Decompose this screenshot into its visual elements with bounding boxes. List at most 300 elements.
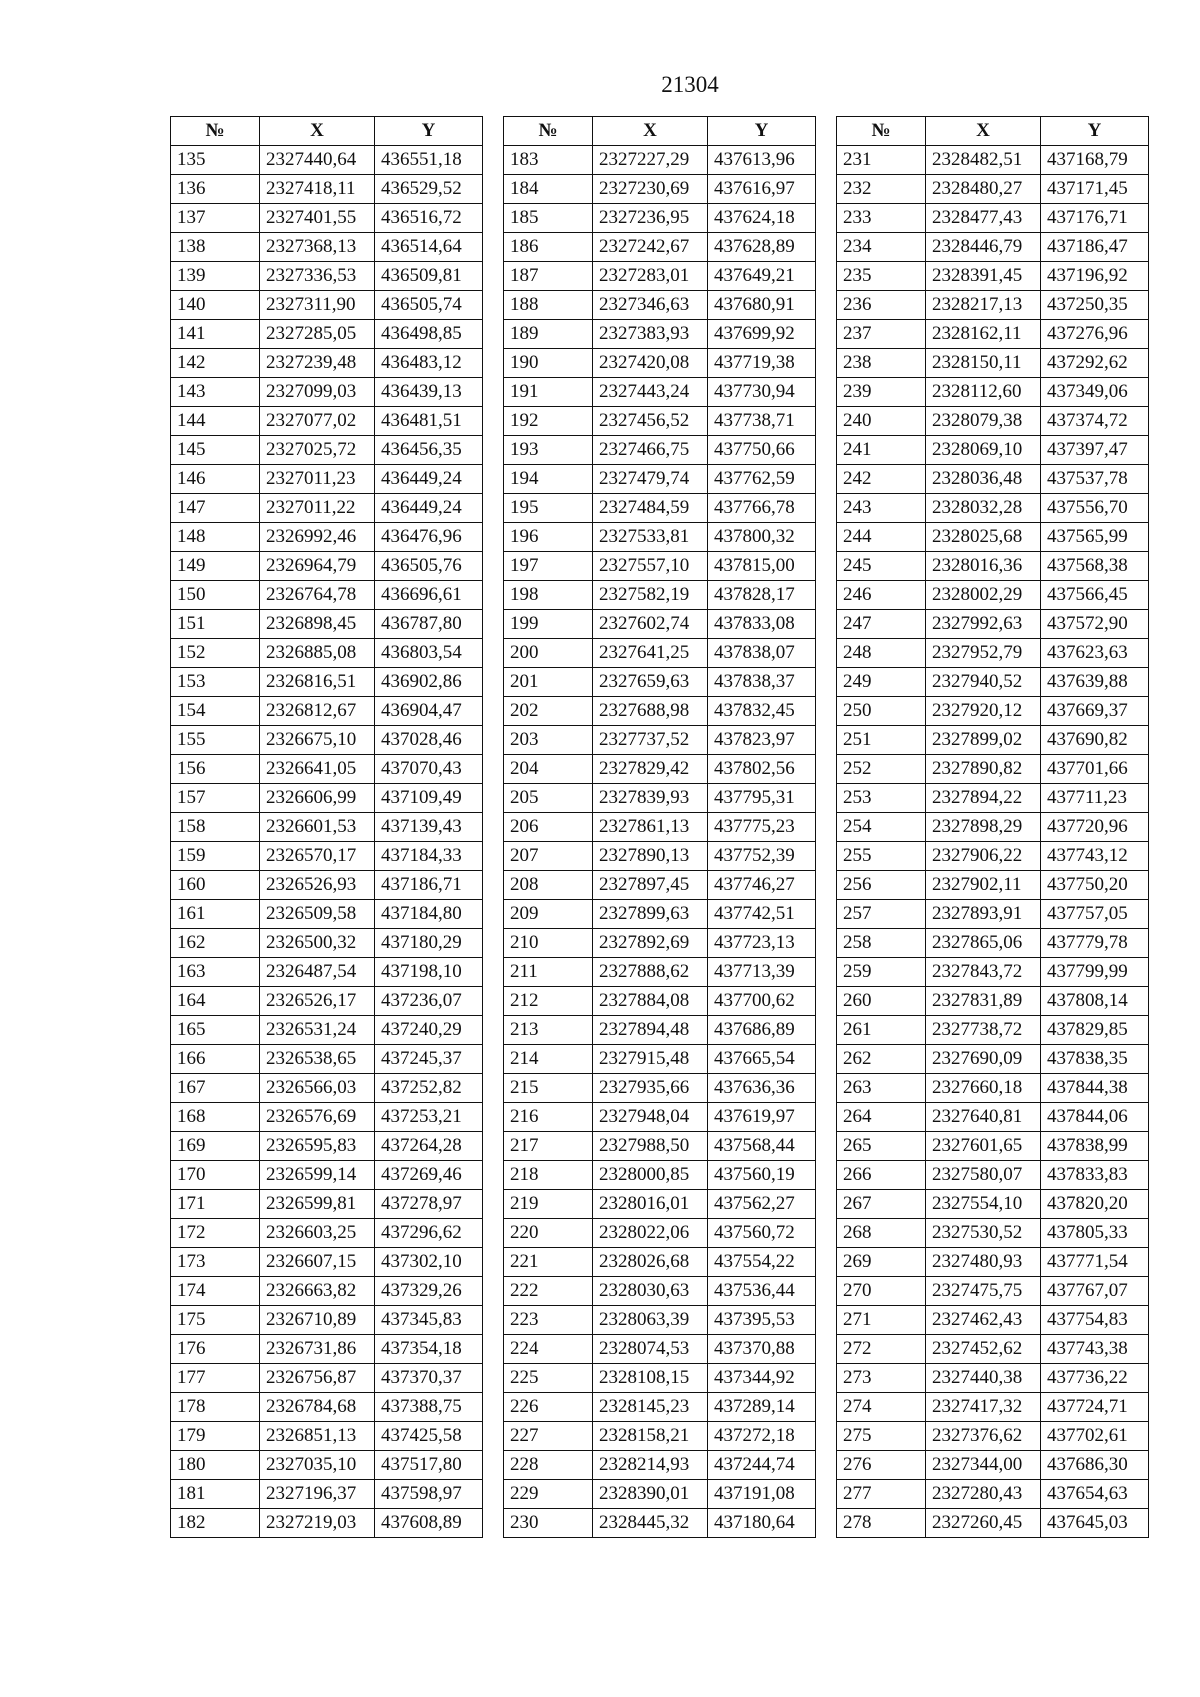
point-number-cell: 247 [837, 610, 926, 639]
y-coordinate-cell: 437171,45 [1041, 175, 1149, 204]
y-coordinate-cell: 437302,10 [375, 1248, 483, 1277]
y-coordinate-cell: 437750,66 [708, 436, 816, 465]
x-coordinate-cell: 2326992,46 [260, 523, 375, 552]
point-number-cell: 199 [504, 610, 593, 639]
point-number-cell: 249 [837, 668, 926, 697]
x-coordinate-cell: 2327368,13 [260, 233, 375, 262]
point-number-cell: 154 [171, 697, 260, 726]
y-coordinate-cell: 437623,63 [1041, 639, 1149, 668]
point-number-cell: 146 [171, 465, 260, 494]
y-coordinate-cell: 437568,38 [1041, 552, 1149, 581]
table-row [837, 784, 1149, 813]
x-coordinate-cell: 2327260,45 [926, 1509, 1041, 1538]
x-coordinate-cell: 2327640,81 [926, 1103, 1041, 1132]
y-coordinate-cell: 437289,14 [708, 1393, 816, 1422]
x-coordinate-cell: 2327466,75 [593, 436, 708, 465]
x-coordinate-cell: 2327688,98 [593, 697, 708, 726]
x-coordinate-cell: 2327641,25 [593, 639, 708, 668]
table-row [837, 1132, 1149, 1161]
x-coordinate-cell: 2328477,43 [926, 204, 1041, 233]
y-coordinate-cell: 437720,96 [1041, 813, 1149, 842]
x-coordinate-cell: 2326964,79 [260, 552, 375, 581]
table-row [837, 1393, 1149, 1422]
point-number-cell: 180 [171, 1451, 260, 1480]
point-number-cell: 152 [171, 639, 260, 668]
table-row [504, 523, 816, 552]
table-row [504, 726, 816, 755]
point-number-cell: 234 [837, 233, 926, 262]
y-coordinate-cell: 437329,26 [375, 1277, 483, 1306]
point-number-cell: 264 [837, 1103, 926, 1132]
point-number-cell: 271 [837, 1306, 926, 1335]
point-number-cell: 157 [171, 784, 260, 813]
y-coordinate-cell: 436456,35 [375, 436, 483, 465]
x-coordinate-cell: 2326607,15 [260, 1248, 375, 1277]
table-row [171, 813, 483, 842]
x-coordinate-cell: 2326756,87 [260, 1364, 375, 1393]
table-row [837, 1016, 1149, 1045]
y-coordinate-cell: 437723,13 [708, 929, 816, 958]
table-row [504, 697, 816, 726]
point-number-cell: 229 [504, 1480, 593, 1509]
y-coordinate-cell: 437139,43 [375, 813, 483, 842]
y-coordinate-cell: 437730,94 [708, 378, 816, 407]
table-row [504, 204, 816, 233]
point-number-cell: 138 [171, 233, 260, 262]
point-number-cell: 253 [837, 784, 926, 813]
point-number-cell: 143 [171, 378, 260, 407]
x-coordinate-cell: 2328162,11 [926, 320, 1041, 349]
point-number-cell: 147 [171, 494, 260, 523]
point-number-cell: 214 [504, 1045, 593, 1074]
table-row [504, 958, 816, 987]
point-number-cell: 251 [837, 726, 926, 755]
x-coordinate-cell: 2327582,19 [593, 581, 708, 610]
x-coordinate-cell: 2327336,53 [260, 262, 375, 291]
x-coordinate-cell: 2326784,68 [260, 1393, 375, 1422]
y-coordinate-cell: 436516,72 [375, 204, 483, 233]
x-coordinate-cell: 2327554,10 [926, 1190, 1041, 1219]
x-coordinate-cell: 2328482,51 [926, 146, 1041, 175]
point-number-cell: 140 [171, 291, 260, 320]
point-number-cell: 161 [171, 900, 260, 929]
y-coordinate-cell: 437775,23 [708, 813, 816, 842]
x-coordinate-cell: 2327025,72 [260, 436, 375, 465]
y-coordinate-cell: 437196,92 [1041, 262, 1149, 291]
x-coordinate-cell: 2327443,24 [593, 378, 708, 407]
y-coordinate-cell: 436551,18 [375, 146, 483, 175]
x-coordinate-cell: 2327898,29 [926, 813, 1041, 842]
point-number-cell: 218 [504, 1161, 593, 1190]
table-row [837, 494, 1149, 523]
table-row [504, 1422, 816, 1451]
y-coordinate-cell: 437838,99 [1041, 1132, 1149, 1161]
point-number-cell: 139 [171, 262, 260, 291]
y-coordinate-cell: 437168,79 [1041, 146, 1149, 175]
x-coordinate-cell: 2327894,22 [926, 784, 1041, 813]
y-coordinate-cell: 436803,54 [375, 639, 483, 668]
point-number-cell: 184 [504, 175, 593, 204]
x-coordinate-cell: 2326526,93 [260, 871, 375, 900]
table-row [504, 494, 816, 523]
point-number-cell: 275 [837, 1422, 926, 1451]
x-coordinate-cell: 2326606,99 [260, 784, 375, 813]
point-number-cell: 189 [504, 320, 593, 349]
y-coordinate-cell: 437395,53 [708, 1306, 816, 1335]
header-y: Y [1041, 117, 1149, 146]
point-number-cell: 254 [837, 813, 926, 842]
table-row [837, 1248, 1149, 1277]
y-coordinate-cell: 437186,47 [1041, 233, 1149, 262]
table-row [504, 1451, 816, 1480]
y-coordinate-cell: 437833,08 [708, 610, 816, 639]
table-row [837, 552, 1149, 581]
point-number-cell: 219 [504, 1190, 593, 1219]
x-coordinate-cell: 2327888,62 [593, 958, 708, 987]
point-number-cell: 170 [171, 1161, 260, 1190]
y-coordinate-cell: 437397,47 [1041, 436, 1149, 465]
y-coordinate-cell: 437838,07 [708, 639, 816, 668]
y-coordinate-cell: 437560,72 [708, 1219, 816, 1248]
y-coordinate-cell: 437568,44 [708, 1132, 816, 1161]
table-row [171, 668, 483, 697]
y-coordinate-cell: 437276,96 [1041, 320, 1149, 349]
x-coordinate-cell: 2326566,03 [260, 1074, 375, 1103]
table-row [171, 1045, 483, 1074]
point-number-cell: 179 [171, 1422, 260, 1451]
table-row [837, 320, 1149, 349]
y-coordinate-cell: 437823,97 [708, 726, 816, 755]
y-coordinate-cell: 436529,52 [375, 175, 483, 204]
x-coordinate-cell: 2327940,52 [926, 668, 1041, 697]
x-coordinate-cell: 2327417,32 [926, 1393, 1041, 1422]
y-coordinate-cell: 437805,33 [1041, 1219, 1149, 1248]
y-coordinate-cell: 437838,37 [708, 668, 816, 697]
point-number-cell: 193 [504, 436, 593, 465]
table-row [837, 1335, 1149, 1364]
table-row [837, 929, 1149, 958]
y-coordinate-cell: 437700,62 [708, 987, 816, 1016]
y-coordinate-cell: 437264,28 [375, 1132, 483, 1161]
point-number-cell: 194 [504, 465, 593, 494]
point-number-cell: 246 [837, 581, 926, 610]
table-row [171, 1248, 483, 1277]
table-row [837, 1509, 1149, 1538]
table-row [837, 175, 1149, 204]
table-row [171, 987, 483, 1016]
point-number-cell: 248 [837, 639, 926, 668]
point-number-cell: 203 [504, 726, 593, 755]
table-row [504, 1393, 816, 1422]
point-number-cell: 258 [837, 929, 926, 958]
table-row [837, 668, 1149, 697]
y-coordinate-cell: 437517,80 [375, 1451, 483, 1480]
point-number-cell: 207 [504, 842, 593, 871]
table-row [504, 349, 816, 378]
x-coordinate-cell: 2327230,69 [593, 175, 708, 204]
table-row [837, 755, 1149, 784]
table-row [171, 552, 483, 581]
y-coordinate-cell: 437616,97 [708, 175, 816, 204]
y-coordinate-cell: 437565,99 [1041, 523, 1149, 552]
table-row [171, 1509, 483, 1538]
y-coordinate-cell: 437028,46 [375, 726, 483, 755]
x-coordinate-cell: 2327952,79 [926, 639, 1041, 668]
point-number-cell: 173 [171, 1248, 260, 1277]
point-number-cell: 145 [171, 436, 260, 465]
x-coordinate-cell: 2327899,02 [926, 726, 1041, 755]
table-row [171, 494, 483, 523]
table-row [171, 291, 483, 320]
y-coordinate-cell: 437244,74 [708, 1451, 816, 1480]
x-coordinate-cell: 2327344,00 [926, 1451, 1041, 1480]
y-coordinate-cell: 436904,47 [375, 697, 483, 726]
x-coordinate-cell: 2327440,64 [260, 146, 375, 175]
x-coordinate-cell: 2327893,91 [926, 900, 1041, 929]
table-row [171, 1219, 483, 1248]
y-coordinate-cell: 436449,24 [375, 494, 483, 523]
y-coordinate-cell: 437180,29 [375, 929, 483, 958]
table-row [504, 639, 816, 668]
point-number-cell: 221 [504, 1248, 593, 1277]
y-coordinate-cell: 437808,14 [1041, 987, 1149, 1016]
point-number-cell: 220 [504, 1219, 593, 1248]
table-row [837, 900, 1149, 929]
point-number-cell: 192 [504, 407, 593, 436]
point-number-cell: 243 [837, 494, 926, 523]
x-coordinate-cell: 2328016,01 [593, 1190, 708, 1219]
x-coordinate-cell: 2326500,32 [260, 929, 375, 958]
x-coordinate-cell: 2326570,17 [260, 842, 375, 871]
table-row [171, 610, 483, 639]
y-coordinate-cell: 437752,39 [708, 842, 816, 871]
y-coordinate-cell: 437252,82 [375, 1074, 483, 1103]
x-coordinate-cell: 2327219,03 [260, 1509, 375, 1538]
table-row [171, 1364, 483, 1393]
point-number-cell: 245 [837, 552, 926, 581]
point-number-cell: 148 [171, 523, 260, 552]
y-coordinate-cell: 437690,82 [1041, 726, 1149, 755]
y-coordinate-cell: 437613,96 [708, 146, 816, 175]
x-coordinate-cell: 2327462,43 [926, 1306, 1041, 1335]
point-number-cell: 257 [837, 900, 926, 929]
x-coordinate-cell: 2327935,66 [593, 1074, 708, 1103]
y-coordinate-cell: 437833,83 [1041, 1161, 1149, 1190]
table-row [171, 1016, 483, 1045]
coordinates-table-2 [503, 116, 816, 1538]
y-coordinate-cell: 437654,63 [1041, 1480, 1149, 1509]
x-coordinate-cell: 2327829,42 [593, 755, 708, 784]
y-coordinate-cell: 437665,54 [708, 1045, 816, 1074]
x-coordinate-cell: 2328150,11 [926, 349, 1041, 378]
table-row [504, 1364, 816, 1393]
x-coordinate-cell: 2326576,69 [260, 1103, 375, 1132]
x-coordinate-cell: 2327557,10 [593, 552, 708, 581]
table-row [837, 697, 1149, 726]
table-row [504, 929, 816, 958]
table-row [504, 1045, 816, 1074]
x-coordinate-cell: 2328158,21 [593, 1422, 708, 1451]
y-coordinate-cell: 437292,62 [1041, 349, 1149, 378]
point-number-cell: 223 [504, 1306, 593, 1335]
x-coordinate-cell: 2328016,36 [926, 552, 1041, 581]
x-coordinate-cell: 2327831,89 [926, 987, 1041, 1016]
point-number-cell: 150 [171, 581, 260, 610]
x-coordinate-cell: 2326710,89 [260, 1306, 375, 1335]
table-row [837, 842, 1149, 871]
table-row [504, 262, 816, 291]
point-number-cell: 167 [171, 1074, 260, 1103]
y-coordinate-cell: 437354,18 [375, 1335, 483, 1364]
table-row [837, 726, 1149, 755]
table-row [504, 175, 816, 204]
x-coordinate-cell: 2327440,38 [926, 1364, 1041, 1393]
x-coordinate-cell: 2326898,45 [260, 610, 375, 639]
x-coordinate-cell: 2328074,53 [593, 1335, 708, 1364]
table-row [171, 1335, 483, 1364]
y-coordinate-cell: 437686,89 [708, 1016, 816, 1045]
y-coordinate-cell: 436476,96 [375, 523, 483, 552]
x-coordinate-cell: 2328032,28 [926, 494, 1041, 523]
table-row [504, 378, 816, 407]
point-number-cell: 177 [171, 1364, 260, 1393]
x-coordinate-cell: 2327236,95 [593, 204, 708, 233]
header-number: № [171, 117, 260, 146]
y-coordinate-cell: 437598,97 [375, 1480, 483, 1509]
y-coordinate-cell: 437240,29 [375, 1016, 483, 1045]
point-number-cell: 238 [837, 349, 926, 378]
y-coordinate-cell: 436481,51 [375, 407, 483, 436]
x-coordinate-cell: 2326599,14 [260, 1161, 375, 1190]
point-number-cell: 144 [171, 407, 260, 436]
point-number-cell: 232 [837, 175, 926, 204]
x-coordinate-cell: 2328217,13 [926, 291, 1041, 320]
point-number-cell: 262 [837, 1045, 926, 1074]
x-coordinate-cell: 2327011,23 [260, 465, 375, 494]
table-row [171, 871, 483, 900]
y-coordinate-cell: 437799,99 [1041, 958, 1149, 987]
point-number-cell: 261 [837, 1016, 926, 1045]
y-coordinate-cell: 437109,49 [375, 784, 483, 813]
y-coordinate-cell: 437388,75 [375, 1393, 483, 1422]
table-row [171, 1480, 483, 1509]
point-number-cell: 255 [837, 842, 926, 871]
x-coordinate-cell: 2327894,48 [593, 1016, 708, 1045]
point-number-cell: 200 [504, 639, 593, 668]
x-coordinate-cell: 2328025,68 [926, 523, 1041, 552]
y-coordinate-cell: 437245,37 [375, 1045, 483, 1074]
point-number-cell: 277 [837, 1480, 926, 1509]
y-coordinate-cell: 436509,81 [375, 262, 483, 291]
table-row [504, 900, 816, 929]
point-number-cell: 175 [171, 1306, 260, 1335]
point-number-cell: 233 [837, 204, 926, 233]
x-coordinate-cell: 2327899,63 [593, 900, 708, 929]
table-row [171, 929, 483, 958]
y-coordinate-cell: 437701,66 [1041, 755, 1149, 784]
x-coordinate-cell: 2327480,93 [926, 1248, 1041, 1277]
point-number-cell: 241 [837, 436, 926, 465]
y-coordinate-cell: 437344,92 [708, 1364, 816, 1393]
point-number-cell: 171 [171, 1190, 260, 1219]
x-coordinate-cell: 2326885,08 [260, 639, 375, 668]
table-row [171, 349, 483, 378]
x-coordinate-cell: 2327346,63 [593, 291, 708, 320]
table-row [504, 233, 816, 262]
x-coordinate-cell: 2327884,08 [593, 987, 708, 1016]
point-number-cell: 204 [504, 755, 593, 784]
point-number-cell: 228 [504, 1451, 593, 1480]
header-number: № [837, 117, 926, 146]
table-row [837, 1364, 1149, 1393]
x-coordinate-cell: 2327285,05 [260, 320, 375, 349]
y-coordinate-cell: 437686,30 [1041, 1451, 1149, 1480]
x-coordinate-cell: 2327839,93 [593, 784, 708, 813]
point-number-cell: 169 [171, 1132, 260, 1161]
y-coordinate-cell: 437746,27 [708, 871, 816, 900]
point-number-cell: 165 [171, 1016, 260, 1045]
x-coordinate-cell: 2327196,37 [260, 1480, 375, 1509]
point-number-cell: 202 [504, 697, 593, 726]
table-row [171, 755, 483, 784]
y-coordinate-cell: 437425,58 [375, 1422, 483, 1451]
point-number-cell: 230 [504, 1509, 593, 1538]
y-coordinate-cell: 437176,71 [1041, 204, 1149, 233]
y-coordinate-cell: 437713,39 [708, 958, 816, 987]
x-coordinate-cell: 2328446,79 [926, 233, 1041, 262]
x-coordinate-cell: 2327242,67 [593, 233, 708, 262]
table-row [837, 523, 1149, 552]
table-header-row [837, 117, 1149, 146]
y-coordinate-cell: 437742,51 [708, 900, 816, 929]
table-row [837, 262, 1149, 291]
x-coordinate-cell: 2326764,78 [260, 581, 375, 610]
table-row [504, 1277, 816, 1306]
y-coordinate-cell: 437536,44 [708, 1277, 816, 1306]
table-row [171, 1393, 483, 1422]
x-coordinate-cell: 2327861,13 [593, 813, 708, 842]
table-row [171, 900, 483, 929]
y-coordinate-cell: 437278,97 [375, 1190, 483, 1219]
x-coordinate-cell: 2328108,15 [593, 1364, 708, 1393]
point-number-cell: 158 [171, 813, 260, 842]
y-coordinate-cell: 437829,85 [1041, 1016, 1149, 1045]
table-row [504, 1016, 816, 1045]
table-row [837, 813, 1149, 842]
y-coordinate-cell: 436498,85 [375, 320, 483, 349]
y-coordinate-cell: 437566,45 [1041, 581, 1149, 610]
table-row [171, 697, 483, 726]
table-row [171, 1306, 483, 1335]
y-coordinate-cell: 436449,24 [375, 465, 483, 494]
table-row [171, 958, 483, 987]
point-number-cell: 209 [504, 900, 593, 929]
x-coordinate-cell: 2327737,52 [593, 726, 708, 755]
table-row [837, 291, 1149, 320]
table-row [504, 1480, 816, 1509]
y-coordinate-cell: 437562,27 [708, 1190, 816, 1219]
point-number-cell: 195 [504, 494, 593, 523]
x-coordinate-cell: 2327920,12 [926, 697, 1041, 726]
y-coordinate-cell: 437639,88 [1041, 668, 1149, 697]
point-number-cell: 260 [837, 987, 926, 1016]
x-coordinate-cell: 2326601,53 [260, 813, 375, 842]
table-row [171, 233, 483, 262]
point-number-cell: 186 [504, 233, 593, 262]
y-coordinate-cell: 437699,92 [708, 320, 816, 349]
x-coordinate-cell: 2327280,43 [926, 1480, 1041, 1509]
point-number-cell: 183 [504, 146, 593, 175]
